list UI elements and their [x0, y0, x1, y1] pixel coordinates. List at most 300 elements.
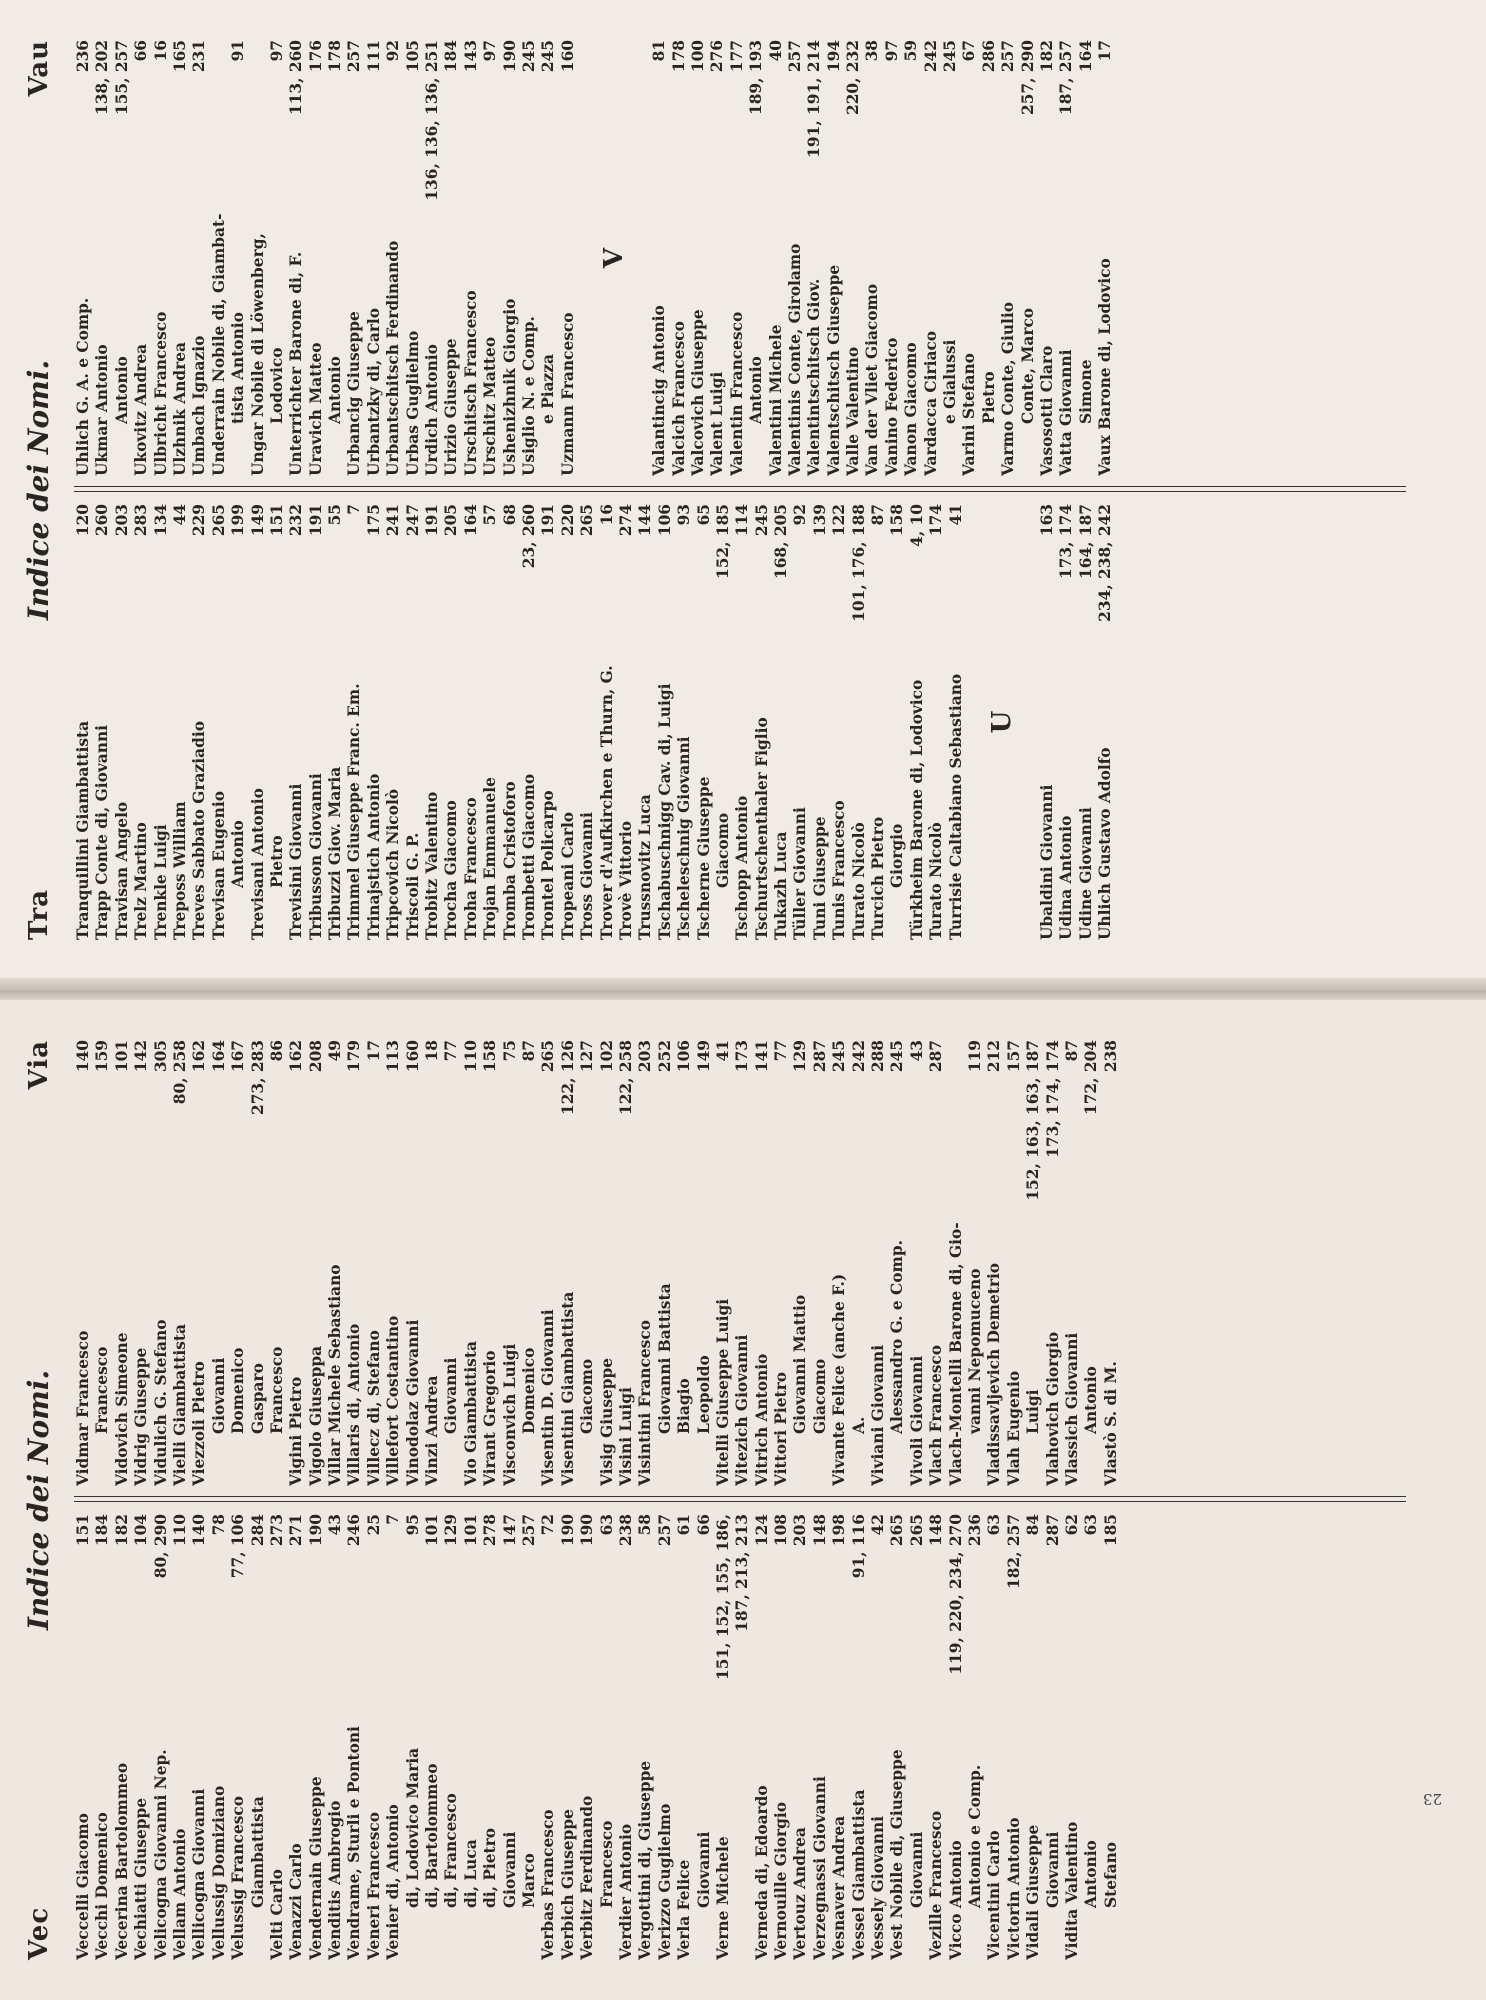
entry-name: Ubaldini Giovanni: [1037, 784, 1056, 940]
entry-pages: 191: [423, 504, 442, 537]
index-entry: [1096, 40, 1115, 476]
index-entry: [811, 1040, 830, 1486]
index-entry: [307, 1514, 326, 1960]
entry-name: Tuni Giuseppe: [810, 816, 829, 940]
entry-name: Verzegnassi Giovanni: [810, 1776, 829, 1960]
entry-name: Giovanni: [209, 1357, 228, 1434]
entry-pages: 175: [364, 504, 383, 537]
entry-pages: 101: [423, 1514, 442, 1547]
index-entry: [249, 1514, 268, 1960]
page-title: Indice dei Nomi.: [22, 359, 55, 621]
index-entry: [152, 504, 171, 940]
entry-name: Trobitz Valentino: [423, 791, 442, 940]
index-entry: [927, 504, 946, 940]
entry-pages: 190: [578, 1514, 597, 1547]
entry-name: Vicco Antonio: [946, 1840, 965, 1960]
index-entry: [74, 504, 93, 940]
entry-pages: 141: [752, 1040, 771, 1073]
entry-pages: 58: [636, 1514, 655, 1536]
index-entry: [442, 504, 461, 940]
entry-name: Biagio: [675, 1378, 694, 1434]
entry-name: Trombetti Giacomo: [519, 773, 538, 940]
entry-pages: 274: [616, 504, 635, 537]
entry-name: Vlach-Montelli Barone di, Gio-: [946, 1222, 965, 1486]
entry-name: Vessel Giambattista: [849, 1789, 868, 1960]
index-entry: [520, 40, 539, 476]
entry-name: Verbitz Ferdinando: [578, 1795, 597, 1960]
entry-pages: 199: [229, 504, 248, 537]
entry-name: Vlassich Giovanni: [1062, 1332, 1081, 1486]
entry-name: Francesco: [597, 1820, 616, 1908]
entry-name: Trevisani Antonio: [248, 788, 267, 940]
entry-pages: 260: [93, 504, 112, 537]
entry-pages: 113: [384, 1040, 403, 1073]
entry-name: Triscoli G. P.: [403, 832, 422, 940]
entry-name: Domenico: [519, 1347, 538, 1434]
entry-pages: 162: [287, 1040, 306, 1073]
entry-pages: 205: [442, 504, 461, 537]
entry-pages: 151, 152, 155, 186,: [713, 1514, 732, 1681]
entry-name: Vitezich Giovanni: [733, 1334, 752, 1486]
index-entry: [1096, 504, 1115, 940]
entry-pages: 173, 174: [1057, 504, 1076, 579]
entry-pages: 164: [1076, 40, 1095, 73]
entry-pages: 278: [481, 1514, 500, 1547]
index-entry: [442, 40, 461, 476]
entry-name: Trevisan Eugenio: [209, 791, 228, 940]
index-entry: [598, 1514, 617, 1960]
entry-name: Tripcovich Nicolò: [384, 788, 403, 940]
entry-name: Viviani Giovanni: [869, 1344, 888, 1486]
index-entry: [805, 40, 824, 476]
index-entry: [1005, 1040, 1024, 1486]
index-entry: [772, 1514, 791, 1960]
entry-name: Türkheim Barone di, Lodovico: [907, 679, 926, 940]
entry-pages: 80, 258: [170, 1040, 189, 1105]
entry-pages: 151: [74, 1514, 92, 1547]
entry-pages: 189, 193: [747, 40, 766, 115]
entry-pages: 102: [597, 1040, 616, 1073]
index-entry: [93, 40, 112, 476]
entry-pages: 160: [558, 40, 577, 73]
entry-pages: 173: [733, 1040, 752, 1073]
index-entry: [863, 40, 882, 476]
entry-pages: 119: [965, 1040, 984, 1073]
index-entry: [345, 504, 364, 940]
entry-name: Antonio e Comp.: [965, 1764, 984, 1908]
entry-pages: 134: [151, 504, 170, 537]
entry-name: Visig Giuseppe: [597, 1357, 616, 1486]
index-entry: [830, 1514, 849, 1960]
entry-pages: 283: [132, 504, 151, 537]
entry-pages: 38: [863, 40, 882, 62]
entry-pages: 164: [461, 504, 480, 537]
entry-pages: 191: [539, 504, 558, 537]
entry-pages: 7: [384, 1514, 403, 1525]
entry-pages: 162: [190, 1040, 209, 1073]
entry-name: Tüller Giovanni: [791, 807, 810, 940]
entry-name: Valcich Francesco: [669, 321, 688, 476]
entry-name: Vicentini Carlo: [985, 1830, 1004, 1960]
entry-pages: 184: [442, 40, 461, 73]
entry-name: Urschitz Matteo: [481, 336, 500, 476]
entry-pages: 238: [1101, 1040, 1120, 1073]
index-entry: [326, 1514, 345, 1960]
entry-name: Trussnovitz Luca: [636, 794, 655, 940]
entry-pages: 18: [423, 1040, 442, 1062]
index-entry: [74, 40, 93, 476]
index-entry: [1102, 1040, 1121, 1486]
entry-pages: 61: [675, 1514, 694, 1536]
entry-pages: 57: [481, 504, 500, 526]
index-entry: [825, 40, 844, 476]
index-entry: [578, 1040, 597, 1486]
entry-name: Tropeani Carlo: [558, 811, 577, 940]
entry-pages: 63: [985, 1514, 1004, 1536]
index-entry: [1057, 40, 1076, 476]
index-entry: [753, 1040, 772, 1486]
index-entry: [941, 40, 960, 476]
entry-pages: 49: [326, 1040, 345, 1062]
index-entry: [152, 40, 171, 476]
entry-name: Vielli Giambattista: [170, 1324, 189, 1486]
entry-pages: 66: [132, 40, 151, 62]
index-entry: [442, 1514, 461, 1960]
index-entry: [1082, 1040, 1101, 1486]
page-number: 23: [1422, 1790, 1442, 1808]
entry-pages: 78: [209, 1514, 228, 1536]
entry-name: Tscherne Giuseppe: [694, 776, 713, 940]
entry-pages: 97: [267, 40, 286, 62]
entry-pages: 106: [655, 504, 674, 537]
entry-pages: 149: [248, 504, 267, 537]
entry-pages: 110: [170, 1514, 189, 1547]
entry-pages: 172, 204: [1082, 1040, 1101, 1115]
index-entry: [714, 504, 733, 940]
entry-pages: 187, 213, 213: [733, 1514, 752, 1632]
entry-pages: 105: [403, 40, 422, 73]
entry-name: Visintini Francesco: [636, 1320, 655, 1486]
entry-name: Underrain Nobile di, Giambat-: [209, 213, 228, 476]
entry-pages: 7: [345, 504, 364, 515]
index-entry: [307, 1040, 326, 1486]
entry-pages: 182: [112, 1514, 131, 1547]
index-entry: [869, 504, 888, 940]
index-entry: [190, 504, 209, 940]
index-entry: [559, 504, 578, 940]
entry-pages: 220, 232: [844, 40, 863, 115]
entry-pages: 164: [209, 1040, 228, 1073]
entry-name: Verneda di, Edoardo: [752, 1785, 771, 1960]
entry-name: Uravich Matteo: [306, 342, 325, 476]
entry-name: Simone: [1076, 359, 1095, 424]
index-entry: [268, 1040, 287, 1486]
entry-name: Verbich Giuseppe: [558, 1809, 577, 1960]
entry-name: Giovanni Mattio: [791, 1294, 810, 1434]
entry-name: Trocha Giacomo: [442, 800, 461, 940]
entry-name: Vardacca Ciriaco: [921, 330, 940, 476]
entry-name: Uzmann Francesco: [558, 312, 577, 476]
entry-name: Varini Stefano: [960, 353, 979, 476]
index-entry: [171, 1514, 190, 1960]
entry-pages: 87: [869, 504, 888, 526]
index-entry: [695, 1040, 714, 1486]
entry-pages: 4, 10: [907, 504, 926, 547]
entry-name: Verizzo Guglielmo: [655, 1803, 674, 1960]
entry-pages: 86: [267, 1040, 286, 1062]
entry-name: Veneri Francesco: [364, 1811, 383, 1960]
entry-pages: 101: [461, 1514, 480, 1547]
index-entry: [423, 1040, 442, 1486]
index-entry: [733, 504, 752, 940]
entry-pages: 257: [999, 40, 1018, 73]
index-entry: [501, 1514, 520, 1960]
index-column-right: [74, 1040, 1466, 1486]
entry-pages: 245: [752, 504, 771, 537]
entry-name: Velicogna Giovanni Nep.: [151, 1749, 170, 1960]
entry-pages: 242: [849, 1040, 868, 1073]
entry-pages: 284: [248, 1514, 267, 1547]
entry-pages: 273, 283: [248, 1040, 267, 1115]
index-entry: [93, 1514, 112, 1960]
entry-pages: 129: [442, 1514, 461, 1547]
index-entry: [171, 40, 190, 476]
entry-name: A.: [849, 1416, 868, 1434]
entry-name: Vivoli Giovanni: [907, 1355, 926, 1486]
index-entry: [947, 1040, 966, 1486]
entry-name: Uhlich G. A. e Comp.: [74, 297, 92, 476]
entry-pages: 143: [461, 40, 480, 73]
entry-pages: 257: [345, 40, 364, 73]
index-entry: [384, 1514, 403, 1960]
entry-pages: 68: [500, 504, 519, 526]
entry-pages: 72: [539, 1514, 558, 1536]
entry-pages: 67: [960, 40, 979, 62]
entry-name: Udine Giovanni: [1076, 807, 1095, 940]
entry-name: Urbas Guglielmo: [403, 330, 422, 476]
index-entry: [404, 40, 423, 476]
entry-name: Vecchi Domenico: [93, 1812, 112, 1960]
index-entry: [74, 1040, 93, 1486]
index-entry: [210, 1040, 229, 1486]
index-entry: [695, 504, 714, 940]
index-entry: [559, 1514, 578, 1960]
index-entry: [268, 504, 287, 940]
entry-name: Varmo Conte, Giulio: [999, 302, 1018, 476]
entry-name: e Gialussi: [941, 339, 960, 424]
entry-name: Urizio Giuseppe: [442, 338, 461, 476]
entry-pages: 247: [403, 504, 422, 537]
entry-pages: 155, 257: [112, 40, 131, 115]
entry-name: Tribuzzi Giov. Maria: [326, 766, 345, 940]
entry-name: Velussig Francesco: [229, 1795, 248, 1960]
entry-name: Villecz di, Stefano: [364, 1330, 383, 1486]
index-entry: [287, 1514, 306, 1960]
entry-name: Trinajstich Antonio: [364, 773, 383, 940]
entry-pages: 191, 191, 214: [805, 40, 824, 158]
entry-pages: 178: [669, 40, 688, 73]
index-entry: [152, 1514, 171, 1960]
entry-pages: 152, 185: [713, 504, 732, 579]
entry-pages: 288: [869, 1040, 888, 1073]
index-entry: [1077, 504, 1096, 940]
entry-name: Venditis Ambrogio: [326, 1800, 345, 1960]
entry-name: Trapp Conte di, Giovanni: [93, 725, 112, 940]
entry-name: Urbantschitsch Ferdinando: [384, 240, 403, 476]
index-columns: [74, 1040, 1466, 1960]
entry-pages: 127: [578, 1040, 597, 1073]
index-entry: [539, 1514, 558, 1960]
entry-pages: 305: [151, 1040, 170, 1073]
entry-pages: 77: [442, 1040, 461, 1062]
index-entry: [617, 1514, 636, 1960]
entry-name: Vigolo Giuseppa: [306, 1345, 325, 1486]
entry-name: Valentschitsch Giuseppe: [824, 264, 843, 476]
entry-pages: 257, 290: [1018, 40, 1037, 115]
entry-pages: 203: [636, 1040, 655, 1073]
index-entry: [287, 40, 306, 476]
index-entry: [307, 504, 326, 940]
index-entry: [985, 1514, 1004, 1960]
entry-pages: 177: [727, 40, 746, 73]
entry-name: Alessandro G. e Comp.: [888, 1240, 907, 1434]
index-entry: [1082, 1514, 1101, 1960]
entry-name: Venier di, Antonio: [384, 1804, 403, 1960]
index-entry: [132, 1514, 151, 1960]
index-entry: [152, 1040, 171, 1486]
entry-pages: 148: [810, 1514, 829, 1547]
index-entry: [636, 504, 655, 940]
index-entry: [287, 504, 306, 940]
entry-pages: 144: [636, 504, 655, 537]
index-entry: [132, 40, 151, 476]
entry-name: Visini Luigi: [616, 1387, 635, 1486]
entry-name: Trontel Policarpo: [539, 790, 558, 940]
index-entry: [578, 1514, 597, 1960]
entry-pages: 101, 176, 188: [849, 504, 868, 622]
entry-name: Verne Michele: [713, 1836, 732, 1960]
page-header: [24, 40, 64, 940]
entry-name: Giovanni: [1043, 1831, 1062, 1908]
entry-name: Tschabuschnigg Cav. di, Luigi: [655, 683, 674, 940]
index-entry: [404, 1514, 423, 1960]
entry-name: Turcich Pietro: [869, 816, 888, 940]
index-entry: [650, 40, 669, 476]
entry-name: Villefort Costantino: [384, 1315, 403, 1486]
entry-name: Antonio: [1082, 1840, 1101, 1908]
index-entry: [113, 1514, 132, 1960]
entry-name: vanni Nepomuceno: [965, 1268, 984, 1434]
entry-pages: 100: [688, 40, 707, 73]
index-entry: [210, 1514, 229, 1960]
entry-name: Antonio: [1082, 1366, 1101, 1434]
index-entry: [811, 504, 830, 940]
spacer: [632, 40, 650, 476]
entry-pages: 245: [830, 1040, 849, 1073]
entry-pages: 265: [888, 1514, 907, 1547]
index-entry: [947, 1514, 966, 1960]
entry-pages: 265: [539, 1040, 558, 1073]
entry-pages: 119, 220, 234, 270: [946, 1514, 965, 1675]
entry-pages: 63: [597, 1514, 616, 1536]
entry-pages: 43: [907, 1040, 926, 1062]
entry-name: Vanino Federico: [882, 337, 901, 476]
index-entry: [675, 1040, 694, 1486]
entry-pages: 287: [1043, 1514, 1062, 1547]
entry-name: Antonio: [229, 820, 248, 888]
index-entry: [636, 1514, 655, 1960]
index-entry: [559, 1040, 578, 1486]
entry-name: Giovanni: [442, 1357, 461, 1434]
index-entry: [636, 1040, 655, 1486]
entry-name: Turrisie Caltabiano Sebastiano: [946, 673, 965, 940]
index-entry: [132, 1040, 151, 1486]
index-entry: [462, 504, 481, 940]
index-entry: [888, 1040, 907, 1486]
entry-name: Valle Valentino: [844, 346, 863, 476]
entry-pages: 265: [578, 504, 597, 537]
entry-name: Vasosotti Claro: [1037, 345, 1056, 476]
entry-pages: 242: [921, 40, 940, 73]
entry-name: Treves Sabbato Graziadio: [190, 721, 209, 940]
index-entry: [844, 40, 863, 476]
index-entry: [714, 1514, 733, 1960]
entry-name: Vest Nobile di, Giuseppe: [888, 1749, 907, 1960]
entry-name: Vio Giambattista: [461, 1341, 480, 1486]
entry-pages: 136, 136, 136, 251: [423, 40, 442, 201]
index-entry: [384, 504, 403, 940]
entry-pages: 257: [785, 40, 804, 73]
entry-name: Domenico: [229, 1347, 248, 1434]
entry-pages: 66: [694, 1514, 713, 1536]
entry-name: Vladissavljevich Demetrio: [985, 1262, 1004, 1486]
entry-name: Villaris di, Antonio: [345, 1323, 364, 1486]
entry-name: di, Bartolommeo: [423, 1763, 442, 1908]
index-entry: [908, 504, 927, 940]
entry-pages: 159: [93, 1040, 112, 1073]
entry-pages: 158: [888, 504, 907, 537]
column-divider: [74, 1496, 1406, 1502]
entry-name: Venazzi Carlo: [287, 1843, 306, 1960]
entry-pages: 194: [824, 40, 843, 73]
entry-name: Tromba Cristoforo: [500, 781, 519, 940]
entry-pages: 174: [927, 504, 946, 537]
entry-pages: 152, 163, 163, 187: [1024, 1040, 1043, 1201]
entry-name: Vinodolaz Giovanni: [403, 1319, 422, 1486]
index-entry: [229, 1040, 248, 1486]
entry-pages: 190: [306, 1514, 325, 1547]
index-entry: [786, 40, 805, 476]
index-entry: [753, 504, 772, 940]
entry-pages: 265: [907, 1514, 926, 1547]
entry-pages: 287: [810, 1040, 829, 1073]
entry-name: Valcovich Giuseppe: [688, 309, 707, 476]
entry-name: Urschitsch Francesco: [461, 290, 480, 476]
entry-pages: 231: [190, 40, 209, 73]
entry-pages: 91, 116: [849, 1514, 868, 1579]
index-entry: [869, 1514, 888, 1960]
entry-name: Tscheleschnig Giovanni: [675, 736, 694, 940]
running-head-left: Tra: [24, 888, 54, 940]
entry-name: Vellam Antonio: [170, 1828, 189, 1960]
entry-name: Usiglio N. e Comp.: [519, 316, 538, 476]
entry-pages: 163: [1037, 504, 1056, 537]
entry-name: Trenkle Luigi: [151, 824, 170, 940]
entry-pages: 92: [384, 40, 403, 62]
entry-pages: 208: [306, 1040, 325, 1073]
entry-pages: 246: [345, 1514, 364, 1547]
entry-name: Antonio: [112, 356, 131, 424]
